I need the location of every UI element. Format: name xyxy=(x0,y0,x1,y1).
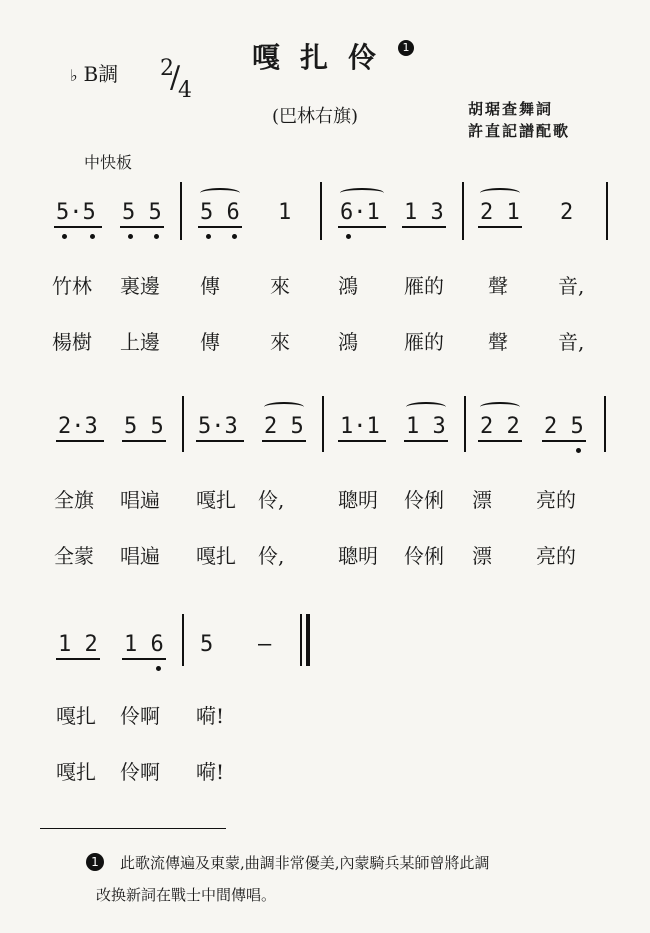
octave-dot xyxy=(576,448,581,453)
lyric: 傳 xyxy=(200,274,220,298)
bar-line xyxy=(300,614,302,666)
song-subtitle: (巴林右旗) xyxy=(272,106,359,127)
bar-line xyxy=(462,182,464,240)
octave-dot xyxy=(156,666,161,671)
footnote-marker: 1 xyxy=(86,853,104,871)
note-group: 1 6 xyxy=(124,632,164,657)
lyric: 裏邊 xyxy=(120,274,160,298)
bar-line xyxy=(320,182,322,240)
eighth-underline xyxy=(478,440,522,442)
time-signature xyxy=(158,56,198,106)
composer-credit: 許直記譜配歌 xyxy=(468,122,571,140)
note-group: 5·3 xyxy=(198,414,238,439)
note-group: 2 5 xyxy=(544,414,584,439)
lyric: 全旗 xyxy=(54,488,94,512)
note-group: 1 3 xyxy=(404,200,444,225)
note-group: 2 2 xyxy=(480,414,520,439)
slur xyxy=(340,188,384,198)
tempo-marking: 中快板 xyxy=(84,153,133,172)
lyric: 雁的 xyxy=(404,330,444,354)
octave-dot xyxy=(206,234,211,239)
note-group: 2·3 xyxy=(58,414,98,439)
key-label: B調 xyxy=(83,62,119,86)
note-group: 1 2 xyxy=(58,632,98,657)
lyric: 唱遍 xyxy=(120,488,160,512)
note-group: 2 5 xyxy=(264,414,304,439)
eighth-underline xyxy=(122,440,166,442)
note-group: 5 5 xyxy=(122,200,162,225)
bar-line xyxy=(180,182,182,240)
lyric: 音, xyxy=(558,330,585,354)
flat-symbol: ♭ xyxy=(70,66,78,85)
lyric: 嘎扎 xyxy=(196,544,236,568)
lyric: 嘎扎 xyxy=(56,704,96,728)
time-numerator: 2 xyxy=(160,56,174,81)
octave-dot xyxy=(154,234,159,239)
lyric: 伶俐 xyxy=(404,544,444,568)
bar-line xyxy=(322,396,324,452)
lyric: 亮的 xyxy=(536,544,576,568)
slur xyxy=(264,402,304,412)
bar-line xyxy=(182,396,184,452)
eighth-underline xyxy=(262,440,306,442)
footnote-text: 此歌流傳遍及東蒙,曲調非常優美,內蒙騎兵某師曾將此調 xyxy=(120,854,490,872)
octave-dot xyxy=(128,234,133,239)
lyric: 聰明 xyxy=(338,544,378,568)
lyric: 聲 xyxy=(488,330,508,354)
octave-dot xyxy=(90,234,95,239)
note-group: 1 xyxy=(278,200,292,225)
eighth-underline xyxy=(56,440,104,442)
bar-line xyxy=(606,182,608,240)
lyric: 嘎扎 xyxy=(196,488,236,512)
lyric: 嘎扎 xyxy=(56,760,96,784)
note-group: 1 3 xyxy=(406,414,446,439)
lyric: 楊樹 xyxy=(52,330,92,354)
eighth-underline xyxy=(478,226,522,228)
key-signature xyxy=(70,58,118,87)
song-title: 嘎扎伶 xyxy=(252,41,397,74)
lyric: 嗬! xyxy=(196,704,225,728)
eighth-underline xyxy=(402,226,446,228)
lyric: 伶俐 xyxy=(404,488,444,512)
lyric: 全蒙 xyxy=(54,544,94,568)
octave-dot xyxy=(62,234,67,239)
eighth-underline xyxy=(338,440,386,442)
eighth-underline xyxy=(542,440,586,442)
note-group: 5 xyxy=(200,632,214,657)
footnote-text: 改换新詞在戰士中間傳唱。 xyxy=(96,886,277,904)
eighth-underline xyxy=(54,226,102,228)
lyric: 聲 xyxy=(488,274,508,298)
lyric: 伶啊 xyxy=(120,760,160,784)
bar-line xyxy=(182,614,184,666)
note-group: 5 6 xyxy=(200,200,240,225)
octave-dot xyxy=(232,234,237,239)
slur xyxy=(200,188,240,198)
note-group: — xyxy=(258,632,272,657)
footnote-marker: 1 xyxy=(398,40,414,56)
note-group: 5 5 xyxy=(124,414,164,439)
bar-line xyxy=(604,396,606,452)
lyric: 竹林 xyxy=(52,274,92,298)
lyric: 伶, xyxy=(258,488,285,512)
footnote-divider xyxy=(40,828,226,829)
eighth-underline xyxy=(196,440,244,442)
eighth-underline xyxy=(338,226,386,228)
eighth-underline xyxy=(404,440,448,442)
lyric: 上邊 xyxy=(120,330,160,354)
lyric: 亮的 xyxy=(536,488,576,512)
lyric: 音, xyxy=(558,274,585,298)
lyric: 伶, xyxy=(258,544,285,568)
note-group: 6·1 xyxy=(340,200,380,225)
lyric: 漂 xyxy=(472,488,492,512)
slur xyxy=(480,402,520,412)
eighth-underline xyxy=(120,226,164,228)
note-group: 2 xyxy=(560,200,574,225)
bar-line xyxy=(464,396,466,452)
lyric: 伶啊 xyxy=(120,704,160,728)
octave-dot xyxy=(346,234,351,239)
eighth-underline xyxy=(56,658,100,660)
lyric: 漂 xyxy=(472,544,492,568)
lyric: 雁的 xyxy=(404,274,444,298)
lyric: 傳 xyxy=(200,330,220,354)
lyric: 嗬! xyxy=(196,760,225,784)
lyric: 來 xyxy=(270,330,290,354)
eighth-underline xyxy=(122,658,166,660)
lyric: 聰明 xyxy=(338,488,378,512)
eighth-underline xyxy=(198,226,242,228)
slur xyxy=(480,188,520,198)
lyric: 鴻 xyxy=(338,330,358,354)
lyric: 鴻 xyxy=(338,274,358,298)
note-group: 1·1 xyxy=(340,414,380,439)
time-denominator: 4 xyxy=(178,78,192,103)
final-bar-line xyxy=(306,614,310,666)
note-group: 5·5 xyxy=(56,200,96,225)
slur xyxy=(406,402,446,412)
lyric: 唱遍 xyxy=(120,544,160,568)
lyricist-credit: 胡琚查舞詞 xyxy=(468,100,554,118)
note-group: 2 1 xyxy=(480,200,520,225)
time-slash: / xyxy=(170,60,181,95)
lyric: 來 xyxy=(270,274,290,298)
